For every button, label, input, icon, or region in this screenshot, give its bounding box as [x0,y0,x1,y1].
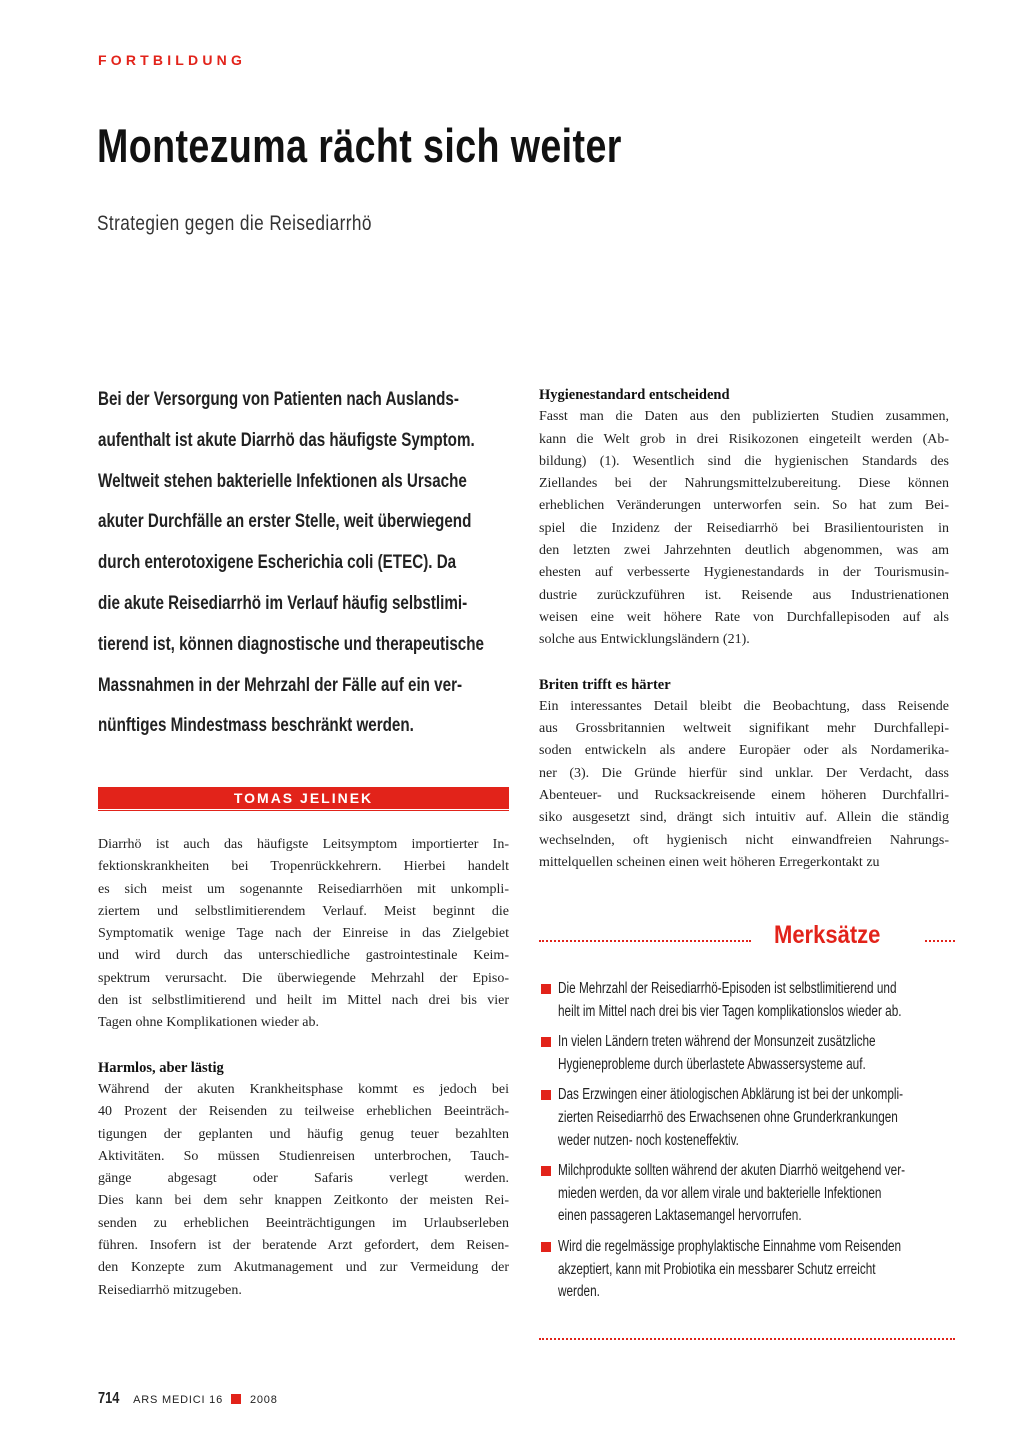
merksatz-line: Hygieneprobleme durch überlastete Abwassersysteme auf. [558,1055,866,1073]
square-bullet-icon [541,984,551,994]
text-line: Reisediarrhö mitzugeben. [98,1282,242,1298]
merksatz-line: weder nutzen- noch kosteneffektiv. [558,1131,739,1149]
merksatz-item [539,1084,955,1152]
text-line: durch enterotoxigene Escherichia coli (ETEC). Da [98,552,457,574]
text-line: fektionskrankheiten bei Tropenrückkehrern. Hierbei handelt [98,859,509,875]
text-line: Ein interessantes Detail bleibt die Beobachtung, dass Reisende [539,698,949,714]
text-line: Symptomatik wenige Tage nach der Einreise in das Zielgebiet [98,926,509,942]
author-bar [98,787,509,809]
text-line: siko ausgesetzt sind, drängt sich intuitiv auf. Allein die ständig [539,810,949,826]
text-line: soden entwickeln als andere Europäer oder als Nordamerika- [539,743,949,759]
merksatz-line: In vielen Ländern treten während der Monsunzeit zusätzliche [558,1033,876,1051]
text-line: Weltweit stehen bakterielle Infektionen als Ursache [98,470,467,492]
text-line: dustrie zurückzuführen ist. Reisende aus Industrienationen [539,587,949,603]
merksatz-item [539,1236,955,1304]
merksaetze-divider-bottom [539,1338,955,1340]
section-heading-briten: Briten trifft es härter [539,676,671,693]
text-line: ehesten auf verbesserte Hygienestandards in der Tourismusin- [539,565,949,581]
text-line: 40 Prozent der Reisenden zu teilweise erheblichen Beeinträch- [98,1104,509,1120]
text-line: Diarrhö ist auch das häufigste Leitsymptom importierter In- [98,837,509,852]
merksatz-item [539,1160,955,1228]
merksatz-line: heilt im Mittel nach drei bis vier Tagen komplikationslos wieder ab. [558,1002,902,1020]
author-name: TOMAS JELINEK [233,790,374,806]
square-bullet-icon [541,1037,551,1047]
text-line: tigungen der geplanten und häufig genug teuer bezahlten [98,1126,509,1142]
merksaetze-divider-right [925,940,955,942]
page-footer [98,1390,278,1408]
text-line: wechselnden, oft hygienisch nicht einwandfreien Nahrungs- [539,832,949,848]
merksaetze-title: Merksätze [774,921,881,949]
page-number: 714 [98,1390,120,1407]
merksatz-line: zierten Reisediarrhö des Erwachsenen ohne Grunderkrankungen [558,1108,898,1126]
merksatz-line: mieden werden, da vor allem virale und bakterielle Infektionen [558,1184,882,1202]
text-line: es sich meist um sogenannte Reisediarrhöen mit unkompli- [98,881,509,897]
merksatz-line: Die Mehrzahl der Reisediarrhö-Episoden ist selbstlimitierend und [558,980,897,997]
text-line: Fasst man die Daten aus den publizierten Studien zusammen, [539,409,949,425]
merksatz-item [539,1031,955,1076]
text-line: und wird durch das unterschiedliche gastrointestinale Keim- [98,948,509,964]
text-line: tierend ist, können diagnostische und therapeutische [98,633,484,655]
text-line: Tagen ohne Komplikationen wieder ab. [98,1015,320,1031]
text-line: mittelquellen scheinen einen weit höheren Erregerkontakt zu [539,854,880,870]
article-title: Montezuma rächt sich weiter [97,119,622,172]
merksatz-line: Das Erzwingen einer ätiologischen Abklärung ist bei der unkompli- [558,1086,904,1104]
section-paragraph-harmlos [98,1079,509,1302]
text-line: aufenthalt ist akute Diarrhö das häufigste Symptom. [98,429,475,451]
text-line: Aktivitäten. So müssen Studienreisen unterbrochen, Tauch- [98,1148,509,1164]
text-line: Abenteuer- und Rucksackreisende einem höheren Durchfallri- [539,788,949,804]
section-label: FORTBILDUNG [98,52,247,68]
text-line: aus Grossbritannien weltweit signifikant mehr Durchfallepi- [539,721,949,737]
journal-year: 2008 [249,1394,278,1406]
square-bullet-icon [541,1242,551,1252]
text-line: kann die Welt grob in drei Risikozonen eingeteilt werden (Ab- [539,431,949,447]
merksatz-line: akzeptiert, kann mit Probiotika ein messbarer Schutz erreicht [558,1260,876,1278]
text-line: solche aus Entwicklungsländern (21). [539,632,750,648]
merksatz-item [539,978,955,1023]
lead-paragraph [98,384,608,751]
journal-name: ARS MEDICI 16 [133,1394,224,1406]
text-line: Ziellandes bei der Nahrungsmittelzubereitung. Diese können [539,476,949,492]
section-heading-hygienestandard: Hygienestandard entscheidend [539,387,730,403]
square-bullet-icon [541,1166,551,1176]
text-line: weisen eine weit höhere Rate von Durchfallepisoden auf als [539,609,949,625]
text-line: den letzten zwei Jahrzehnten deutlich abgenommen, was am [539,543,949,559]
author-rule [98,810,509,811]
section-heading-harmlos: Harmlos, aber lästig [98,1059,224,1076]
text-line: erheblichen Veränderungen unterworfen sein. So hat zum Bei- [539,498,949,514]
text-line: Während der akuten Krankheitsphase kommt es jedoch bei [98,1081,509,1097]
right-column [539,384,949,874]
text-line: senden zu erheblichen Beeinträchtigungen im Urlaubserleben [98,1215,509,1231]
text-line: gänge abgesagt oder Safaris verlegt werden. [98,1171,509,1187]
text-line: Massnahmen in der Mehrzahl der Fälle auf ein ver- [98,674,463,696]
text-line: Dies kann bei dem sehr knappen Zeitkonto der meisten Rei- [98,1193,509,1209]
text-line: bildung) (1). Wesentlich sind die hygienischen Standards des [539,453,949,469]
text-line: spektrum verursacht. Die überwiegende Mehrzahl der Episo- [98,970,509,986]
merksaetze-divider-left [539,940,751,942]
left-column [98,834,509,1302]
merksatz-line: einen passageren Laktasemangel hervorrufen. [558,1207,802,1225]
merksatz-line: Milchprodukte sollten während der akuten Diarrhö weitgehend ver- [558,1162,906,1180]
section-paragraph-hygienestandard [539,406,949,651]
text-line: den Konzepte zum Akutmanagement und zur Vermeidung der [98,1260,509,1276]
merksaetze-list [539,978,955,1312]
article-subtitle: Strategien gegen die Reisediarrhö [97,212,372,235]
text-line: führen. Insofern ist der beratende Arzt gefordert, dem Reisen- [98,1238,509,1254]
text-line: ziertem und selbstlimitierendem Verlauf. Meist beginnt die [98,903,509,919]
square-bullet-icon [541,1090,551,1100]
footer-square-icon [231,1394,241,1404]
text-line: die akute Reisediarrhö im Verlauf häufig selbstlimi- [98,592,468,614]
merksatz-line: Wird die regelmässige prophylaktische Einnahme vom Reisenden [558,1237,902,1255]
text-line: den ist selbstlimitierend und heilt im Mittel nach drei bis vier [98,993,509,1009]
text-line: ner (3). Die Gründe hierfür sind unklar. Der Verdacht, dass [539,765,949,781]
text-line: akuter Durchfälle an erster Stelle, weit überwiegend [98,511,472,533]
merksatz-line: werden. [558,1283,600,1301]
section-paragraph-briten [539,696,949,874]
text-line: spiel die Inzidenz der Reisediarrhö bei Brasilientouristen in [539,520,949,536]
text-line: Bei der Versorgung von Patienten nach Auslands- [98,389,459,410]
text-line: nünftiges Mindestmass beschränkt werden. [98,715,414,737]
intro-paragraph [98,834,509,1035]
